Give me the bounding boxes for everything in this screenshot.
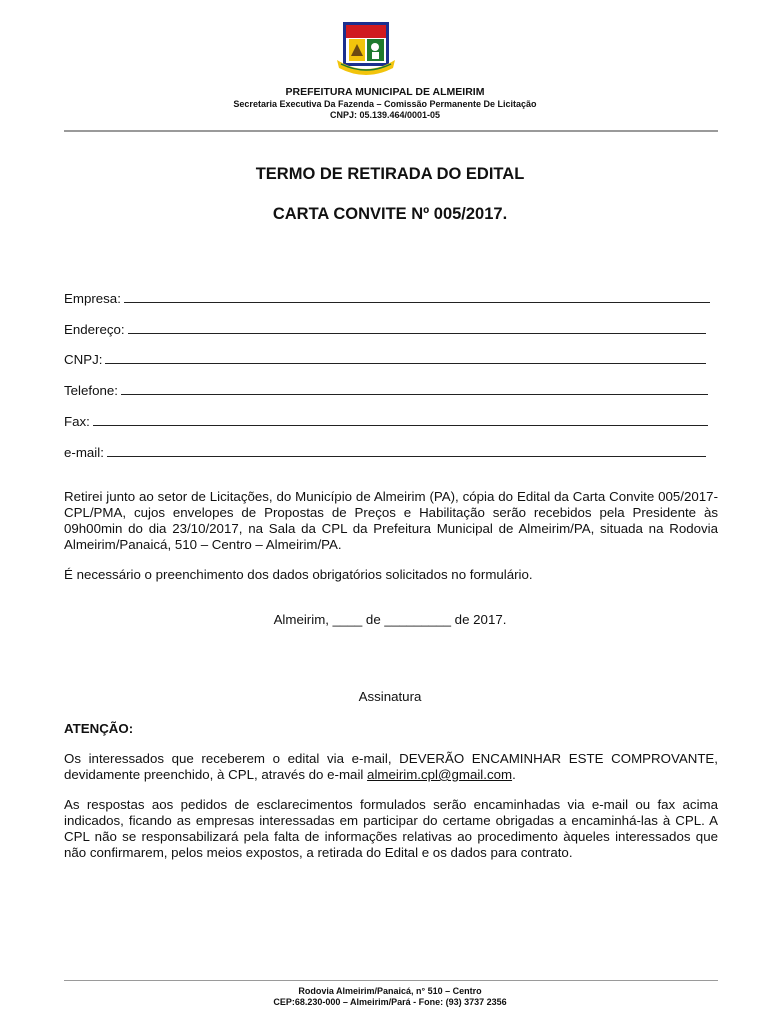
municipal-coat-of-arms-icon	[333, 20, 399, 82]
field-label: Fax:	[64, 414, 90, 429]
field-label: Endereço:	[64, 322, 125, 337]
header-secretariat: Secretaria Executiva Da Fazenda – Comissão Permanente De Licitação	[233, 99, 537, 109]
attention-paragraph	[64, 751, 718, 783]
email-field[interactable]	[64, 442, 706, 460]
clarification-paragraph: As respostas aos pedidos de esclarecimentos formulados serão encaminhadas via e-mail ou fax acima indicados, ficando as empresas interessadas em participar do certame obrigadas a encaminhá-las à CPL. A CPL não se responsabilizará pela falta de informações relativas ao procedimento àqueles interessados que não confirmarem, pelos meios expostos, a retirada do Edital e os dados para contrato.	[64, 797, 718, 860]
declaration-paragraph: Retirei junto ao setor de Licitações, do Município de Almeirim (PA), cópia do Edital da Carta Convite 005/2017-CPL/PMA, cujos envelopes de Propostas de Preços e Habilitação serão recebidos pela Presidente às 09h00min do dia 23/10/2017, na Sala da CPL da Prefeitura Municipal de Almeirim/PA, situada na Rodovia Almeirim/Panaicá, 510 – Centro – Almeirim/PA.	[64, 489, 718, 552]
attention-text: Os interessados que receberem o edital via e-mail, DEVERÃO ENCAMINHAR ESTE COMPROVANTE, devidamente preenchido, à CPL, através do e-mail	[64, 751, 718, 782]
footer-divider	[64, 980, 718, 981]
empresa-field[interactable]	[64, 288, 710, 306]
date-line: Almeirim, ____ de _________ de 2017.	[273, 612, 507, 627]
endereco-field[interactable]	[64, 319, 706, 337]
fill-line[interactable]	[105, 362, 706, 364]
field-label: Telefone:	[64, 383, 118, 398]
field-label: e-mail:	[64, 445, 104, 460]
field-label: CNPJ:	[64, 352, 103, 367]
fill-line[interactable]	[121, 393, 708, 395]
attention-text-end: .	[512, 767, 516, 782]
fill-line[interactable]	[124, 301, 710, 303]
header-cnpj: CNPJ: 05.139.464/0001-05	[329, 110, 441, 120]
attention-heading: ATENÇÃO:	[64, 721, 134, 736]
fax-field[interactable]	[64, 411, 708, 429]
fill-line[interactable]	[107, 455, 706, 457]
required-data-note: É necessário o preenchimento dos dados obrigatórios solicitados no formulário.	[64, 567, 533, 582]
telefone-field[interactable]	[64, 380, 708, 398]
footer-contact: CEP:68.230-000 – Almeirim/Pará - Fone: (93) 3737 2356	[273, 997, 507, 1007]
header-municipality: PREFEITURA MUNICIPAL DE ALMEIRIM	[285, 86, 485, 98]
cpl-email-link[interactable]: almeirim.cpl@gmail.com	[367, 767, 513, 782]
cnpj-field[interactable]	[64, 349, 706, 367]
fill-line[interactable]	[93, 424, 708, 426]
field-label: Empresa:	[64, 291, 121, 306]
footer-address: Rodovia Almeirim/Panaicá, n° 510 – Centro	[298, 986, 482, 996]
header-divider	[64, 130, 718, 132]
document-subtitle: CARTA CONVITE Nº 005/2017.	[272, 205, 508, 223]
signature-label: Assinatura	[358, 689, 422, 704]
fill-line[interactable]	[128, 332, 706, 334]
document-title: TERMO DE RETIRADA DO EDITAL	[255, 165, 525, 183]
